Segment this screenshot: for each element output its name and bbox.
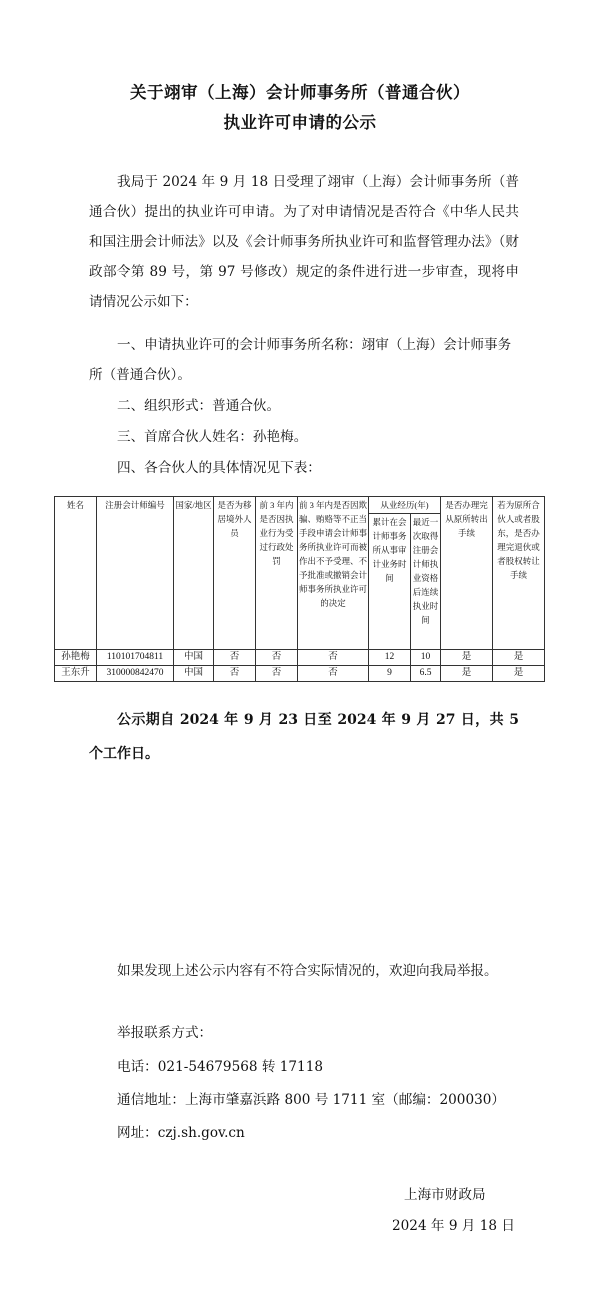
- cell-region: 中国: [174, 650, 214, 666]
- document-title-line1: 关于翊审（上海）会计师事务所（普通合伙）: [130, 83, 470, 102]
- header-fraud: 前 3 年内是否因欺骗、贿赂等不正当手段申请会计师事务所执业许可而被作出不予受理、不予批准或撤销会计师事务所执业许可的决定: [298, 497, 369, 650]
- cell-transfer: 是: [441, 666, 493, 682]
- contact-label: 举报联系方式：: [117, 1025, 213, 1041]
- cell-region: 中国: [174, 666, 214, 682]
- cell-name: 孙艳梅: [55, 650, 97, 666]
- header-exp-recent: 最近一次取得注册会计师执业资格后连续执业时间: [411, 514, 441, 650]
- contact-website: 网址：czj.sh.gov.cn: [117, 1125, 245, 1141]
- table-row: [55, 650, 545, 666]
- cell-penalty: 否: [256, 650, 298, 666]
- contact-phone: 电话：021-54679568 转 17118: [117, 1059, 323, 1075]
- issue-date: 2024 年 9 月 18 日: [392, 1218, 515, 1234]
- table-header-row: [55, 497, 545, 514]
- header-cpa-no: 注册会计师编号: [97, 497, 174, 650]
- cell-hk: 否: [214, 650, 256, 666]
- issuer-name: 上海市财政局: [404, 1187, 486, 1203]
- partners-table: [54, 496, 545, 682]
- header-penalty: 前 3 年内是否因执业行为受过行政处罚: [256, 497, 298, 650]
- item-chief-partner: 三、首席合伙人姓名：孙艳梅。: [117, 429, 308, 445]
- notice-period: 公示期自 2024 年 9 月 23 日至 2024 年 9 月 27 日，共 5 个工作日。: [89, 712, 519, 762]
- header-region: 国家/地区: [174, 497, 214, 650]
- item-partners-table-intro: 四、各合伙人的具体情况见下表：: [117, 460, 321, 476]
- cell-exp-total: 9: [369, 666, 411, 682]
- cell-penalty: 否: [256, 666, 298, 682]
- table-row: [55, 666, 545, 682]
- cell-withdraw: 是: [493, 666, 545, 682]
- cell-exp-recent: 6.5: [411, 666, 441, 682]
- cell-fraud: 否: [298, 650, 369, 666]
- item-org-form: 二、组织形式：普通合伙。: [117, 398, 281, 414]
- header-withdraw: 若为原所合伙人或者股东，是否办理完退伙或者股权转让手续: [493, 497, 545, 650]
- document-title-line2: 执业许可申请的公示: [223, 113, 377, 132]
- item-firm-name: 一、申请执业许可的会计师事务所名称：翊审（上海）会计师事务所（普通合伙）。: [89, 337, 512, 383]
- cell-exp-total: 12: [369, 650, 411, 666]
- header-transfer: 是否办理完从原所转出手续: [441, 497, 493, 650]
- header-experience: 从业经历(年): [369, 497, 441, 514]
- header-exp-total: 累计在会计师事务所从事审计业务时间: [369, 514, 411, 650]
- contact-address: 通信地址：上海市肇嘉浜路 800 号 1711 室（邮编：200030）: [117, 1092, 505, 1108]
- report-paragraph: 如果发现上述公示内容有不符合实际情况的，欢迎向我局举报。: [117, 963, 498, 979]
- header-name: 姓名: [55, 497, 97, 650]
- cell-name: 王东升: [55, 666, 97, 682]
- cell-fraud: 否: [298, 666, 369, 682]
- cell-cpa-no: 110101704811: [97, 650, 174, 666]
- header-hk: 是否为移居境外人员: [214, 497, 256, 650]
- cell-hk: 否: [214, 666, 256, 682]
- cell-exp-recent: 10: [411, 650, 441, 666]
- intro-paragraph: 我局于 2024 年 9 月 18 日受理了翊审（上海）会计师事务所（普通合伙）提出的执业许可申请。为了对申请情况是否符合《中华人民共和国注册会计师法》以及《会计师事务所执业许可和监督管理办法》（财政部令第 89 号，第 97 号修改）规定的条件进行进一步审查，现将申请情况公示如下：: [89, 174, 519, 310]
- cell-withdraw: 是: [493, 650, 545, 666]
- cell-cpa-no: 310000842470: [97, 666, 174, 682]
- cell-transfer: 是: [441, 650, 493, 666]
